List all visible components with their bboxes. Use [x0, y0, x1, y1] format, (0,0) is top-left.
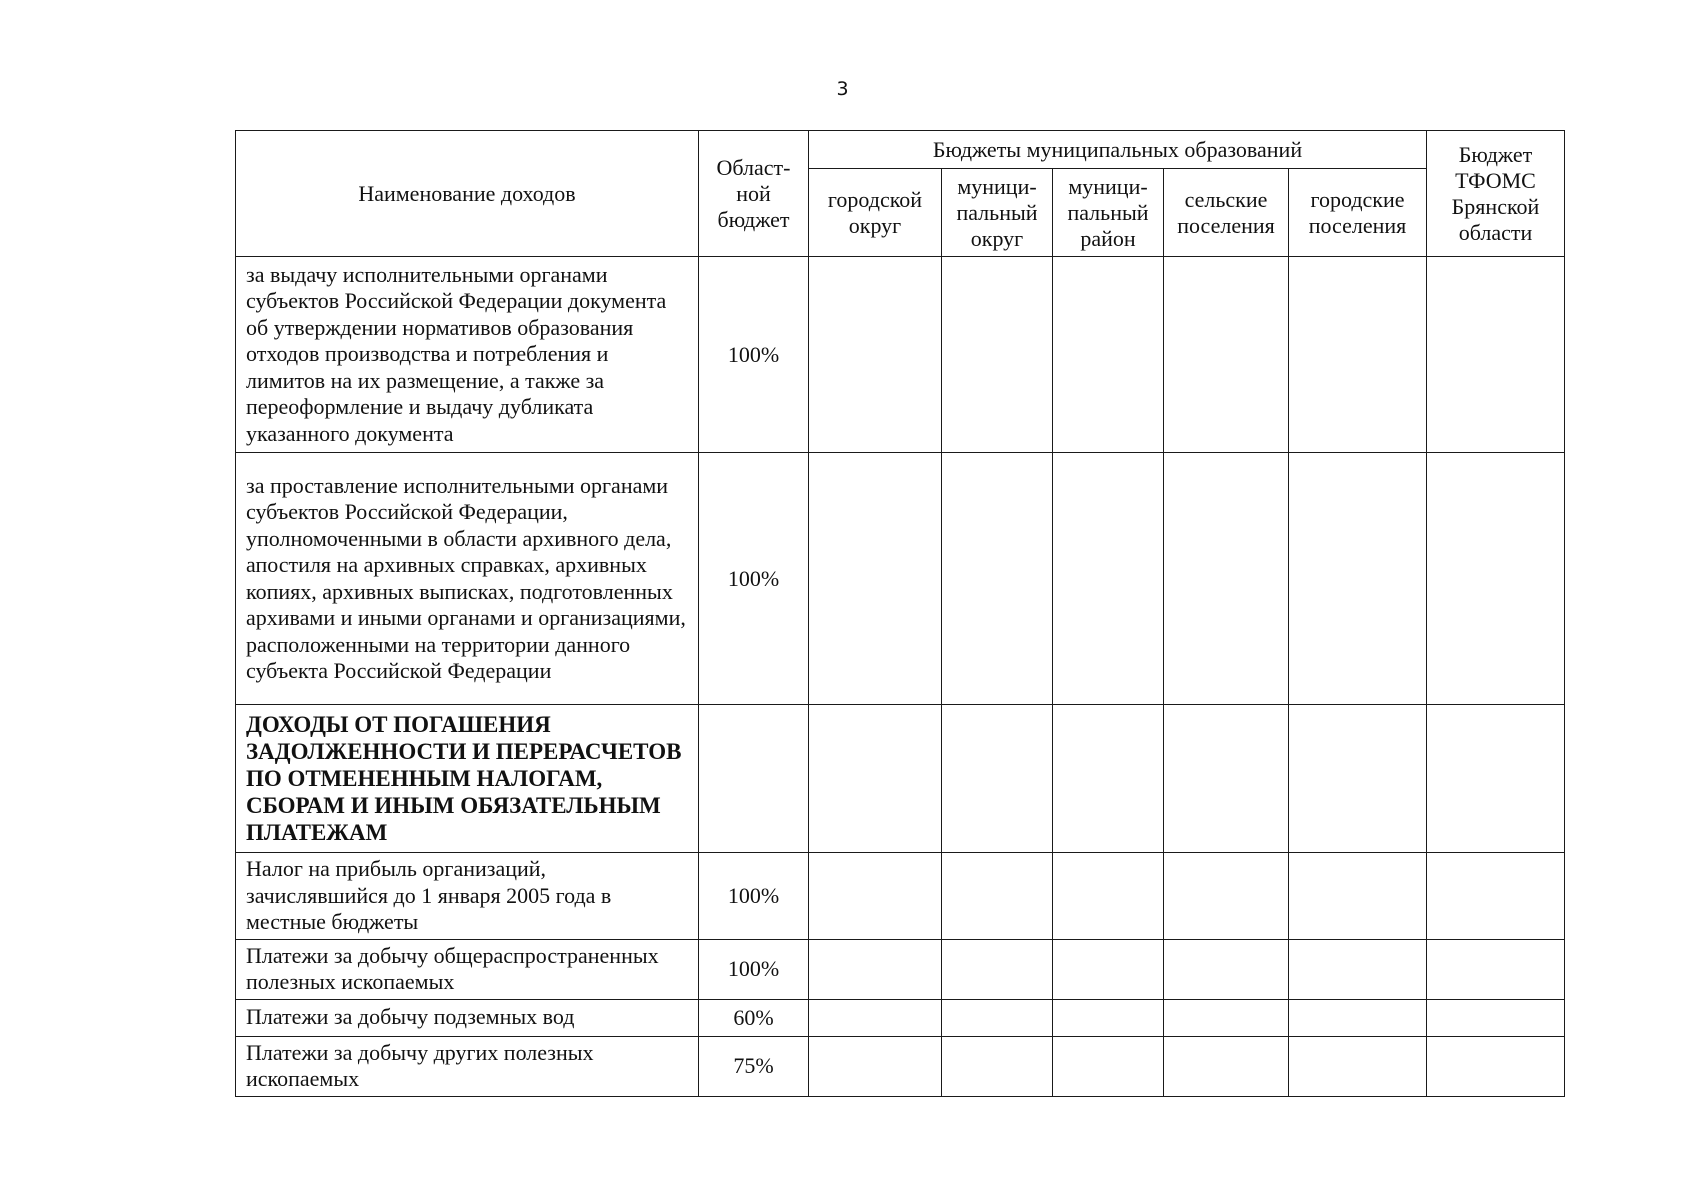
cell-urban-settlements: [1289, 1036, 1427, 1096]
cell-rural-settlements: [1164, 1036, 1289, 1096]
cell-municipal-district: [942, 705, 1053, 853]
header-municipal-district: муници- пальный округ: [942, 169, 1053, 257]
cell-rural-settlements: [1164, 999, 1289, 1036]
cell-tfoms: [1427, 999, 1565, 1036]
row-regional-share: 100%: [699, 257, 809, 453]
cell-municipal-district: [942, 853, 1053, 940]
row-revenue-name: Платежи за добычу общераспространенных полезных ископаемых: [236, 939, 699, 999]
row-regional-share: 60%: [699, 999, 809, 1036]
cell-city-district: [809, 1036, 942, 1096]
cell-municipal-district: [942, 257, 1053, 453]
cell-municipal-district: [942, 939, 1053, 999]
cell-rural-settlements: [1164, 705, 1289, 853]
table-row: [236, 1036, 1565, 1096]
row-revenue-name: за выдачу исполнительными органами субъектов Российской Федерации документа об утверждении нормативов образования отходов производства и потребления и лимитов на их размещение, а также за переоформление и выдачу дубликата указанного документа: [236, 257, 699, 453]
cell-city-district: [809, 939, 942, 999]
table-row: [236, 853, 1565, 940]
cell-tfoms: [1427, 257, 1565, 453]
cell-rural-settlements: [1164, 257, 1289, 453]
header-regional-budget: Област- ной бюджет: [699, 131, 809, 257]
header-city-district: городской округ: [809, 169, 942, 257]
cell-urban-settlements: [1289, 453, 1427, 705]
cell-city-district: [809, 999, 942, 1036]
cell-municipal-area: [1053, 705, 1164, 853]
row-regional-share: 100%: [699, 939, 809, 999]
row-revenue-name: Платежи за добычу подземных вод: [236, 999, 699, 1036]
table-row: [236, 705, 1565, 853]
cell-city-district: [809, 705, 942, 853]
cell-urban-settlements: [1289, 939, 1427, 999]
header-municipal-area: муници- пальный район: [1053, 169, 1164, 257]
table-header: [236, 131, 1565, 257]
cell-tfoms: [1427, 1036, 1565, 1096]
cell-city-district: [809, 257, 942, 453]
row-section-heading: ДОХОДЫ ОТ ПОГАШЕНИЯ ЗАДОЛЖЕННОСТИ И ПЕРЕРАСЧЕТОВ ПО ОТМЕНЕННЫМ НАЛОГАМ, СБОРАМ И ИНЫМ ОБЯЗАТЕЛЬНЫМ ПЛАТЕЖАМ: [236, 705, 699, 853]
table-row: [236, 939, 1565, 999]
cell-urban-settlements: [1289, 705, 1427, 853]
cell-rural-settlements: [1164, 939, 1289, 999]
cell-municipal-area: [1053, 257, 1164, 453]
cell-tfoms: [1427, 453, 1565, 705]
cell-urban-settlements: [1289, 257, 1427, 453]
header-rural-settlements: сельские поселения: [1164, 169, 1289, 257]
row-revenue-name: Налог на прибыль организаций, зачислявшийся до 1 января 2005 года в местные бюджеты: [236, 853, 699, 940]
cell-municipal-area: [1053, 1036, 1164, 1096]
cell-city-district: [809, 453, 942, 705]
cell-municipal-area: [1053, 939, 1164, 999]
page-number: 3: [836, 78, 849, 100]
row-revenue-name: за проставление исполнительными органами субъектов Российской Федерации, уполномоченными в области архивного дела, апостиля на архивных справках, архивных копиях, архивных выписках, подготовленных архивами и иными органами и организациями, расположенными на территории данного субъекта Российской Федерации: [236, 453, 699, 705]
row-regional-share: [699, 705, 809, 853]
row-revenue-name: Платежи за добычу других полезных ископаемых: [236, 1036, 699, 1096]
cell-municipal-area: [1053, 999, 1164, 1036]
cell-city-district: [809, 853, 942, 940]
cell-tfoms: [1427, 939, 1565, 999]
cell-rural-settlements: [1164, 453, 1289, 705]
table-row: [236, 453, 1565, 705]
header-urban-settlements: городские поселения: [1289, 169, 1427, 257]
header-municipal-budgets: Бюджеты муниципальных образований: [809, 131, 1427, 169]
table-body: [236, 257, 1565, 1097]
cell-urban-settlements: [1289, 999, 1427, 1036]
header-revenue-name: Наименование доходов: [236, 131, 699, 257]
cell-urban-settlements: [1289, 853, 1427, 940]
row-regional-share: 100%: [699, 853, 809, 940]
cell-municipal-district: [942, 453, 1053, 705]
cell-tfoms: [1427, 705, 1565, 853]
cell-municipal-area: [1053, 853, 1164, 940]
table-row: [236, 257, 1565, 453]
row-regional-share: 75%: [699, 1036, 809, 1096]
header-tfoms-budget: Бюджет ТФОМС Брянской области: [1427, 131, 1565, 257]
cell-municipal-district: [942, 999, 1053, 1036]
revenue-distribution-table: [235, 130, 1565, 1097]
cell-municipal-area: [1053, 453, 1164, 705]
row-regional-share: 100%: [699, 453, 809, 705]
cell-tfoms: [1427, 853, 1565, 940]
cell-municipal-district: [942, 1036, 1053, 1096]
cell-rural-settlements: [1164, 853, 1289, 940]
table-row: [236, 999, 1565, 1036]
